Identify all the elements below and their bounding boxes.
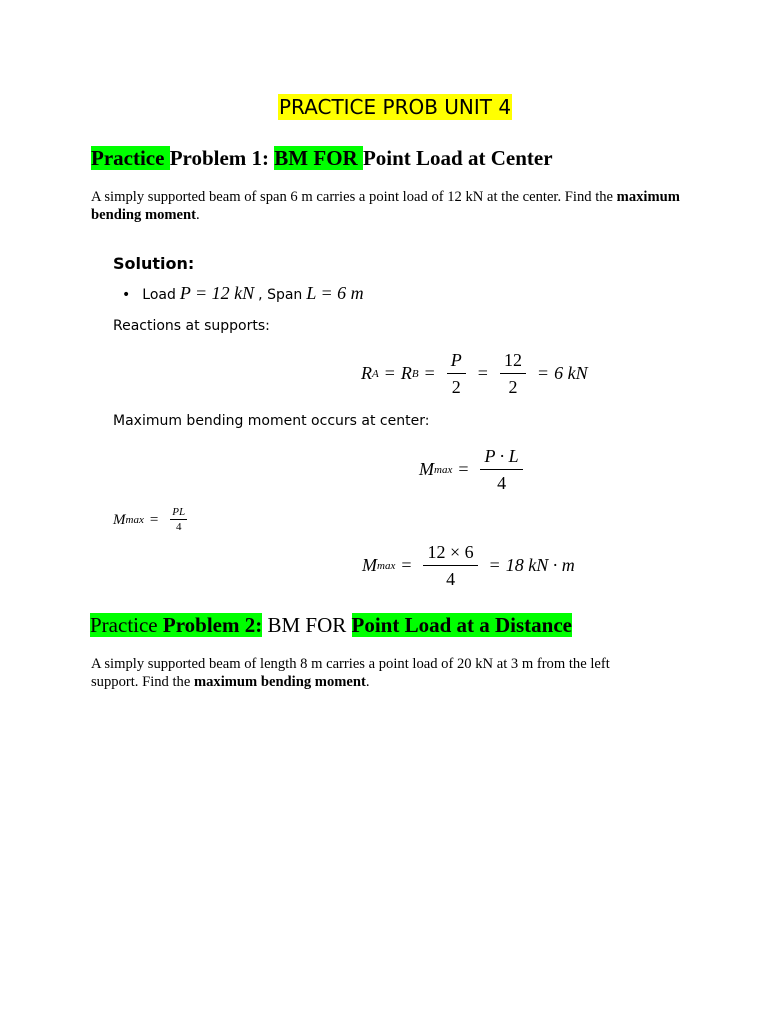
mmax-result-value: 18 kN · m	[505, 555, 575, 575]
problem1-topic: Point Load at Center	[362, 146, 553, 170]
problem2-bm-for: BM FOR	[262, 613, 352, 637]
page-title: PRACTICE PROB UNIT 4	[279, 95, 512, 119]
bullet-dot: •	[122, 287, 131, 303]
mmax-result-symbol: M	[362, 555, 377, 575]
solution-title: Solution:	[113, 254, 195, 273]
fraction-12x6-over-4: $\frac{12 \times 6}{4}$	[423, 542, 477, 589]
reactions-label: Reactions at supports:	[113, 318, 270, 334]
rb-subscript: B	[411, 367, 419, 380]
problem2-text: A simply supported beam of length 8 m carries a point load of 20 kN at 3 m from the left support. Find the	[91, 656, 610, 690]
problem1-emphasis: maximum bending moment	[91, 189, 680, 223]
ra-symbol: R	[361, 363, 372, 383]
problem2-heading	[90, 611, 572, 639]
problem1-text: A simply supported beam of span 6 m carries a point load of 12 kN at the center. Find the	[91, 189, 617, 205]
problem2-period: .	[365, 674, 370, 690]
span-equation: L = 6 m	[306, 283, 364, 303]
load-equation: P = 12 kN	[179, 283, 255, 303]
reactions-equation: R A = R B = $\frac{P}{2}$ = $\frac{12}{2}$ = 6 kN	[361, 350, 588, 397]
given-values-bullet	[122, 283, 364, 304]
problem1-statement	[91, 188, 691, 224]
problem2-topic: Point Load at a Distance	[351, 613, 572, 637]
mmax-inline-formula: M max = $\frac{PL}{4}$	[113, 506, 186, 533]
mmax-formula: M max = $\frac{P \cdot L}{4}$	[419, 446, 529, 493]
max-bm-label: Maximum bending moment occurs at center:	[113, 413, 430, 429]
problem1-heading	[91, 144, 553, 172]
mmax-symbol: M	[419, 459, 434, 479]
mmax-result-subscript: max	[377, 559, 396, 572]
mmax-result-equation: M max = $\frac{12 \times 6}{4}$ = 18 kN · m	[362, 542, 575, 589]
mmax-subscript: max	[434, 463, 453, 476]
problem1-number: Problem 1:	[169, 146, 275, 170]
ra-subscript: A	[372, 367, 379, 380]
mmax-inline-symbol: M	[113, 511, 126, 528]
problem1-practice-label: Practice	[91, 146, 170, 170]
problem2-emphasis: maximum bending moment	[193, 674, 366, 690]
reaction-result: 6 kN	[554, 363, 588, 383]
problem1-period: .	[196, 207, 200, 223]
problem2-number: Problem 2:	[157, 613, 263, 637]
span-label: , Span	[258, 287, 303, 303]
problem2-statement	[91, 655, 651, 691]
fraction-p-over-2: $\frac{P}{2}$	[447, 350, 466, 397]
load-label: Load	[142, 287, 176, 303]
rb-symbol: R	[400, 363, 412, 383]
mmax-inline-subscript: max	[125, 514, 144, 526]
fraction-inline-pl-over-4: $\frac{PL}{4}$	[172, 506, 186, 533]
fraction-12-over-2: $\frac{12}{2}$	[500, 350, 526, 397]
fraction-pl-over-4: $\frac{P \cdot L}{4}$	[480, 446, 522, 493]
problem1-bm-for: BM FOR	[274, 146, 363, 170]
problem2-practice-label: Practice	[90, 613, 158, 637]
